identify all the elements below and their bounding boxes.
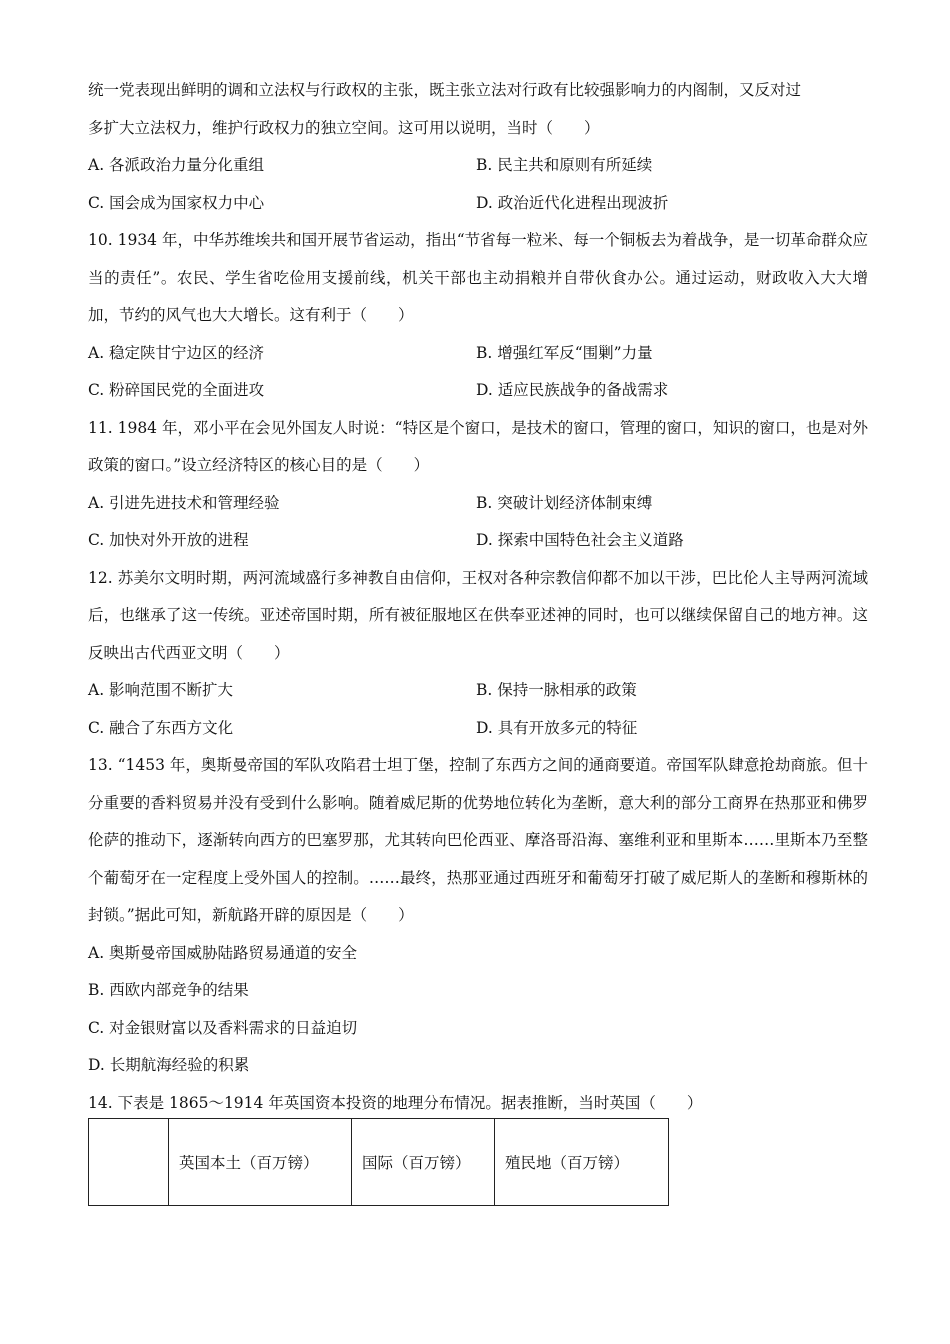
q11-options-row2 [88, 522, 868, 560]
q9-option-a: A. 各派政治力量分化重组 [88, 156, 265, 174]
table-header-international: 国际（百万镑） [352, 1119, 495, 1206]
q10-stem: 10. 1934 年，中华苏维埃共和国开展节省运动，指出“节省每一粒米、每一个铜板去为着战争，是一切革命群众应当的责任”。农民、学生省吃俭用支援前线，机关干部也主动捐粮并自带伙食办公。通过运动，财政收入大大增加，节约的风气也大大增长。这有利于（ ） [88, 231, 868, 324]
table-header-domestic: 英国本土（百万镑） [169, 1119, 352, 1206]
q10-option-d: D. 适应民族战争的备战需求 [476, 381, 669, 399]
exam-page [88, 72, 868, 1122]
q12-option-b: B. 保持一脉相承的政策 [476, 681, 637, 699]
q10-option-c: C. 粉碎国民党的全面进攻 [88, 381, 265, 399]
q11-option-d: D. 探索中国特色社会主义道路 [476, 531, 684, 549]
q14-investment-table [88, 1118, 669, 1206]
q12-option-d: D. 具有开放多元的特征 [476, 718, 638, 737]
table-header-colonies: 殖民地（百万镑） [495, 1119, 669, 1206]
q13-option-a: A. 奥斯曼帝国威胁陆路贸易通道的安全 [88, 943, 358, 962]
q9-options-row2 [88, 185, 868, 223]
q10-option-a: A. 稳定陕甘宁边区的经济 [88, 343, 265, 362]
q11-stem: 11. 1984 年，邓小平在会见外国友人时说：“特区是个窗口，是技术的窗口，管理的窗口，知识的窗口，也是对外政策的窗口。”设立经济特区的核心目的是（ ） [88, 418, 868, 474]
q13-option-d: D. 长期航海经验的积累 [88, 1056, 250, 1074]
q14-stem: 14. 下表是 1865～1914 年英国资本投资的地理分布情况。据表推断，当时英国（ ） [88, 1093, 703, 1112]
q13-stem: 13. “1453 年，奥斯曼帝国的军队攻陷君士坦丁堡，控制了东西方之间的通商要道。帝国军队肆意抢劫商旅。但十分重要的香料贸易并没有受到什么影响。随着威尼斯的优势地位转化为垄断，意大利的部分工商界在热那亚和佛罗伦萨的推动下，逐渐转向西方的巴塞罗那，尤其转向巴伦西亚、摩洛哥沿海、塞维利亚和里斯本……里斯本乃至整个葡萄牙在一定程度上受外国人的控制。……最终，热那亚通过西班牙和葡萄牙打破了威尼斯人的垄断和穆斯林的封锁。”据此可知，新航路开辟的原因是（ ） [88, 756, 868, 924]
q13-option-c: C. 对金银财富以及香料需求的日益迫切 [88, 1018, 358, 1037]
q11-option-c: C. 加快对外开放的进程 [88, 531, 249, 549]
q12-options-row1 [88, 672, 868, 710]
q12-option-a: A. 影响范围不断扩大 [88, 681, 234, 699]
q9-option-b: B. 民主共和原则有所延续 [476, 156, 653, 174]
q9-stem-line1: 统一党表现出鲜明的调和立法权与行政权的主张，既主张立法对行政有比较强影响力的内阁制，又反对过 [88, 81, 802, 99]
q12-stem: 12. 苏美尔文明时期，两河流域盛行多神教自由信仰，王权对各种宗教信仰都不加以干涉，巴比伦人主导两河流域后，也继承了这一传统。亚述帝国时期，所有被征服地区在供奉亚述神的同时，也可以继续保留自己的地方神。这反映出古代西亚文明（ ） [88, 568, 868, 662]
q9-option-d: D. 政治近代化进程出现波折 [476, 193, 669, 212]
q11-option-a: A. 引进先进技术和管理经验 [88, 493, 280, 512]
q10-options-row1 [88, 335, 868, 373]
q13-option-b: B. 西欧内部竞争的结果 [88, 981, 249, 999]
table-header-row [89, 1119, 669, 1206]
q11-option-b: B. 突破计划经济体制束缚 [476, 493, 653, 512]
q12-options-row2 [88, 710, 868, 748]
q9-option-c: C. 国会成为国家权力中心 [88, 193, 265, 212]
q12-option-c: C. 融合了东西方文化 [88, 718, 234, 737]
q9-stem-line2: 多扩大立法权力，维护行政权力的独立空间。这可用以说明，当时（ ） [88, 118, 600, 137]
q9-options-row1 [88, 147, 868, 185]
q10-option-b: B. 增强红军反“围剿”力量 [476, 343, 653, 362]
q11-options-row1 [88, 485, 868, 523]
table-header-empty [89, 1119, 169, 1206]
q10-options-row2 [88, 372, 868, 410]
